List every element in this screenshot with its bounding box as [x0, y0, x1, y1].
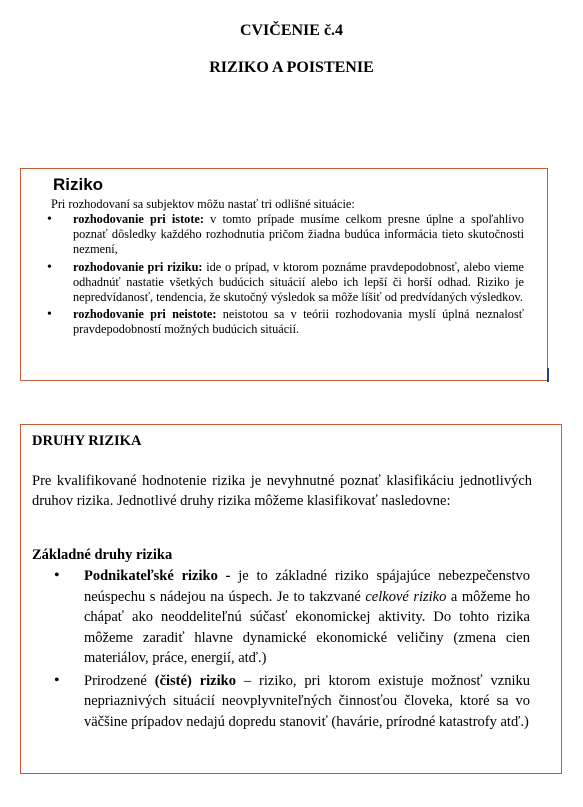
item-term: rozhodovanie pri istote: — [73, 212, 204, 226]
box-corner-mark — [547, 368, 549, 382]
item-term: (čisté) riziko — [154, 672, 236, 689]
riziko-intro: Pri rozhodovaní sa subjektov môžu nastať tri odlišné situácie: — [51, 197, 355, 211]
item-text: v tomto prípade musíme celkom presne úplne a spoľahlivo poznať dôsledky každého rozhodnutia pričom žiadna budúca informácia tieto skutočnosti nezmení, — [73, 212, 524, 257]
riziko-heading: Riziko — [53, 175, 104, 194]
item-term: rozhodovanie pri riziku: — [73, 259, 203, 274]
page-title: CVIČENIE č.4 — [239, 22, 344, 39]
item-text: a môžeme ho chápať ako neoddeliteľnú súčasť ekonomickej aktivity. Do tohto rizika môžeme zaradiť hlavne dynamické ekonomické veličiny (zmena cien materiálov, práce, energií, atď.) — [84, 588, 530, 666]
list-item — [84, 671, 530, 733]
list-item — [73, 307, 524, 337]
item-text: neistotou sa v teórii rozhodovania myslí úplná neznalosť pravdepodobností možných budúcich situácií. — [73, 307, 524, 337]
page-subtitle: RIZIKO A POISTENIE — [209, 59, 374, 76]
druhy-rizika-box — [20, 424, 562, 774]
list-item — [73, 260, 524, 306]
druhy-subheading: Základné druhy rizika — [32, 547, 173, 563]
item-term: rozhodovanie pri neistote: — [73, 307, 217, 322]
druhy-heading: DRUHY RIZIKA — [32, 433, 142, 449]
list-item — [84, 566, 530, 669]
druhy-list — [84, 566, 530, 734]
riziko-box — [20, 168, 548, 381]
item-text: ide o prípad, v ktorom poznáme pravdepodobnosť, alebo vieme odhadnúť nastatie všetkých budúcich situácií alebo ich lepší či horší odhad. Riziko je nepredvídanosť, tendencia, že skutočný výsledok sa môže líšiť od predvídaných výsledkov. — [73, 259, 524, 305]
item-term: Podnikateľské riziko - — [84, 568, 231, 584]
druhy-intro: Pre kvalifikované hodnotenie rizika je nevyhnutné poznať klasifikáciu jednotlivých druhov rizika. Jednotlivé druhy rizika môžeme klasifikovať nasledovne: — [32, 473, 532, 509]
item-italic: celkové riziko — [365, 588, 447, 605]
item-text: je to základné riziko spájajúce nebezpečenstvo neúspechu s nádejou na úspech. Je to takzvané — [84, 568, 530, 605]
item-text: – riziko, pri ktorom existuje možnosť vzniku nepriaznivých situácií neovplyvniteľných činnosťou človeka, ktoré sa vo väčšine prípadov nedajú dopredu stanoviť (havárie, prírodné katastrofy atď.) — [84, 672, 530, 730]
item-text: Prirodzené — [84, 672, 155, 689]
riziko-list — [73, 212, 524, 340]
list-item — [73, 212, 524, 258]
